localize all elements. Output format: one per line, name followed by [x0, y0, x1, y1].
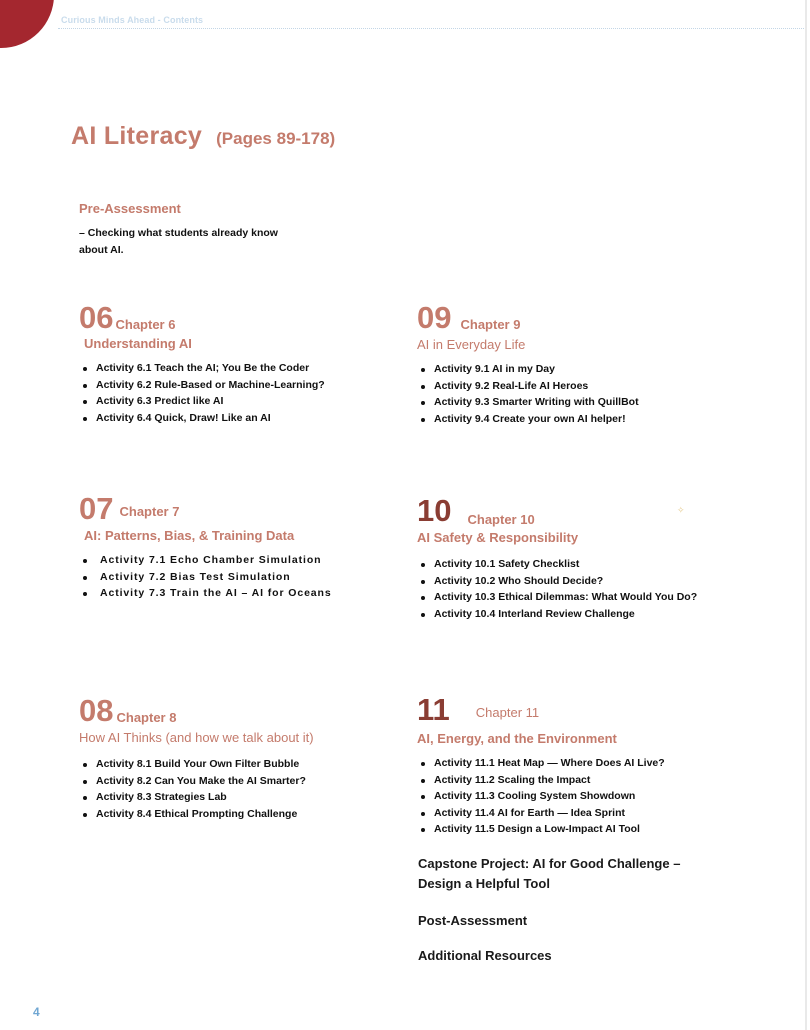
activity-label: Activity 9.2 Real-Life AI Heroes [434, 379, 589, 392]
header-divider [58, 28, 804, 29]
bullet-icon [83, 400, 87, 404]
chapter-title: Understanding AI [84, 336, 192, 351]
activity-item[interactable] [417, 606, 697, 623]
chapter-number: 11 [417, 692, 450, 727]
pre-assessment-line: about AI. [79, 244, 124, 256]
bullet-icon [421, 401, 425, 405]
activity-label: Activity 8.4 Ethical Prompting Challenge [96, 807, 298, 820]
capstone-project[interactable] [418, 854, 680, 894]
activity-label: Activity 11.5 Design a Low-Impact AI Tool [434, 823, 640, 836]
chapter-title: AI in Everyday Life [417, 337, 526, 352]
chapter-number: 10 [417, 493, 452, 528]
pre-assessment-description [79, 225, 339, 259]
activity-item[interactable] [79, 806, 314, 823]
activity-label: Activity 8.3 Strategies Lab [96, 791, 227, 804]
bullet-icon [83, 592, 87, 596]
chapter-label: Chapter 6 [115, 317, 176, 332]
page-edge [805, 0, 807, 1030]
chapter-title: AI Safety & Responsibility [417, 530, 579, 545]
activity-item[interactable] [79, 410, 325, 427]
activity-label: Activity 10.4 Interland Review Challenge [434, 607, 635, 620]
activity-label: Activity 11.4 AI for Earth — Idea Sprint [434, 806, 625, 819]
activity-item[interactable] [79, 377, 325, 394]
corner-decoration [0, 0, 54, 48]
bullet-icon [421, 385, 425, 389]
chapter-label: Chapter 11 [475, 705, 540, 720]
sparkle-icon: ✧ [677, 505, 685, 515]
chapter-11 [417, 692, 665, 838]
pre-assessment-heading: Pre-Assessment [79, 201, 181, 216]
activity-label: Activity 10.3 Ethical Dilemmas: What Would You Do? [434, 591, 698, 604]
bullet-icon [83, 576, 87, 580]
chapter-number: 09 [417, 300, 452, 335]
activity-item[interactable] [417, 821, 665, 838]
chapter-label: Chapter 10 [467, 512, 535, 527]
bullet-icon [421, 563, 425, 567]
bullet-icon [421, 828, 425, 832]
chapter-10 [417, 493, 697, 622]
chapter-title: AI, Energy, and the Environment [417, 731, 617, 746]
section-title-main: AI Literacy [71, 122, 203, 150]
chapter-title: How AI Thinks (and how we talk about it) [79, 730, 314, 745]
bullet-icon [83, 780, 87, 784]
activity-item[interactable] [417, 556, 697, 573]
activity-item[interactable] [417, 378, 639, 395]
activity-item[interactable] [79, 360, 325, 377]
activity-item[interactable] [417, 573, 697, 590]
activity-item[interactable] [417, 788, 665, 805]
activity-label: Activity 7.1 Echo Chamber Simulation [100, 554, 322, 566]
activity-item[interactable] [79, 789, 314, 806]
bullet-icon [83, 813, 87, 817]
activity-label: Activity 9.1 AI in my Day [434, 363, 555, 375]
bullet-icon [83, 559, 87, 563]
bullet-icon [421, 418, 425, 422]
bullet-icon [421, 368, 425, 372]
bullet-icon [421, 613, 425, 617]
activity-item[interactable] [79, 756, 314, 773]
activity-label: Activity 6.3 Predict like AI [96, 395, 224, 408]
activity-item[interactable] [79, 552, 332, 569]
activity-item[interactable] [79, 393, 325, 410]
bullet-icon [83, 417, 87, 421]
bullet-icon [421, 596, 425, 600]
chapter-9 [417, 300, 639, 427]
chapter-8 [79, 693, 314, 822]
post-assessment[interactable]: Post-Assessment [418, 913, 528, 928]
bullet-icon [421, 779, 425, 783]
activity-item[interactable] [417, 589, 697, 606]
activity-item[interactable] [417, 772, 665, 789]
activity-label: Activity 10.2 Who Should Decide? [434, 574, 604, 587]
activity-item[interactable] [417, 394, 639, 411]
activity-item[interactable] [417, 805, 665, 822]
section-page-range: (Pages 89-178) [216, 129, 336, 148]
activity-label: Activity 6.1 Teach the AI; You Be the Coder [96, 362, 310, 374]
chapter-number: 08 [79, 693, 114, 728]
chapter-6 [79, 300, 325, 426]
page-number: 4 [33, 1005, 40, 1019]
chapter-label: Chapter 8 [116, 710, 177, 725]
chapter-7 [79, 491, 332, 602]
bullet-icon [421, 795, 425, 799]
pre-assessment-line: – Checking what students already know [79, 227, 278, 239]
bullet-icon [83, 763, 87, 767]
activity-item[interactable] [417, 411, 639, 428]
activity-label: Activity 9.3 Smarter Writing with QuillBot [434, 396, 639, 409]
activity-label: Activity 11.2 Scaling the Impact [434, 773, 591, 786]
section-title [71, 122, 335, 151]
additional-resources[interactable]: Additional Resources [418, 948, 552, 963]
capstone-line: Design a Helpful Tool [418, 876, 550, 891]
activity-label: Activity 9.4 Create your own AI helper! [434, 412, 626, 425]
bullet-icon [421, 812, 425, 816]
activity-label: Activity 8.2 Can You Make the AI Smarter? [96, 774, 306, 787]
pre-assessment [79, 201, 339, 259]
bullet-icon [83, 796, 87, 800]
activity-label: Activity 7.2 Bias Test Simulation [100, 570, 291, 583]
bullet-icon [421, 580, 425, 584]
bullet-icon [421, 762, 425, 766]
activity-label: Activity 6.4 Quick, Draw! Like an AI [96, 411, 271, 424]
activity-item[interactable] [417, 361, 639, 378]
activity-label: Activity 11.1 Heat Map — Where Does AI Live? [434, 757, 665, 769]
running-header: Curious Minds Ahead - Contents [61, 15, 204, 25]
activity-item[interactable] [79, 569, 332, 586]
activity-item[interactable] [79, 773, 314, 790]
chapter-number: 07 [79, 491, 114, 526]
capstone-line: Capstone Project: AI for Good Challenge – [418, 856, 681, 871]
chapter-number: 06 [79, 300, 114, 335]
activity-label: Activity 7.3 Train the AI – AI for Oceans [100, 587, 332, 600]
activity-label: Activity 10.1 Safety Checklist [434, 558, 580, 570]
chapter-title: AI: Patterns, Bias, & Training Data [84, 528, 295, 543]
activity-item[interactable] [417, 755, 665, 772]
bullet-icon [83, 384, 87, 388]
chapter-label: Chapter 9 [460, 317, 521, 332]
chapter-label: Chapter 7 [119, 504, 180, 519]
bullet-icon [83, 367, 87, 371]
activity-item[interactable] [79, 585, 332, 602]
activity-label: Activity 8.1 Build Your Own Filter Bubble [96, 758, 300, 770]
activity-label: Activity 6.2 Rule-Based or Machine-Learning? [96, 378, 325, 391]
activity-label: Activity 11.3 Cooling System Showdown [434, 790, 636, 803]
